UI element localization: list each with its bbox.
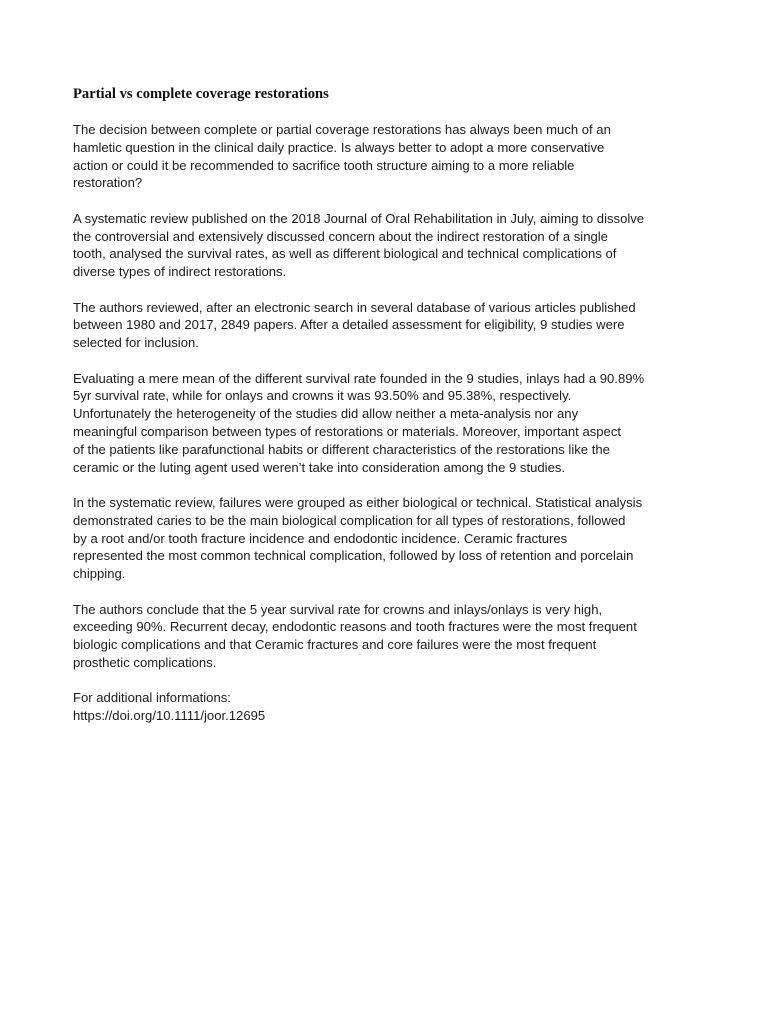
text-line: exceeding 90%. Recurrent decay, endodontic reasons and tooth fractures were the most frequent <box>73 619 637 635</box>
text-line: the controversial and extensively discussed concern about the indirect restoration of a single <box>73 228 608 244</box>
text-line: biologic complications and that Ceramic fractures and core failures were the most frequent <box>73 637 597 653</box>
text-line: A systematic review published on the 2018 Journal of Oral Rehabilitation in July, aiming to dissolve <box>73 210 645 226</box>
additional-info-label: For additional informations: <box>73 690 231 706</box>
text-line: by a root and/or tooth fracture incidence and endodontic incidence. Ceramic fractures <box>73 530 568 546</box>
text-line: represented the most common technical complication, followed by loss of retention and porcelain <box>73 548 634 564</box>
document-title: Partial vs complete coverage restorations <box>73 86 329 102</box>
paragraph-methods <box>73 299 698 352</box>
additional-info <box>73 689 698 725</box>
text-line: In the systematic review, failures were grouped as either biological or technical. Statistical analysis <box>73 494 643 510</box>
paragraph-results <box>73 370 698 477</box>
text-line: meaningful comparison between types of restorations or materials. Moreover, important aspect <box>73 423 622 439</box>
text-line: The decision between complete or partial coverage restorations has always been much of an <box>73 122 611 137</box>
text-line: ceramic or the luting agent used weren’t take into consideration among the 9 studies. <box>73 459 566 475</box>
text-line: The authors conclude that the 5 year survival rate for crowns and inlays/onlays is very high, <box>73 601 603 617</box>
paragraph-complications <box>73 494 698 583</box>
text-line: tooth, analysed the survival rates, as well as different biological and technical complications of <box>73 246 617 262</box>
text-line: between 1980 and 2017, 2849 papers. After a detailed assessment for eligibility, 9 studies were <box>73 317 625 333</box>
text-line: demonstrated caries to be the main biological complication for all types of restorations, followed <box>73 512 626 528</box>
paragraph-review-summary <box>73 210 698 281</box>
text-line: Evaluating a mere mean of the different survival rate founded in the 9 studies, inlays had a 90.89% <box>73 370 645 386</box>
paragraph-intro <box>73 121 698 192</box>
text-line: 5yr survival rate, while for onlays and crowns it was 93.50% and 95.38%, respectively. <box>73 388 572 404</box>
text-line: diverse types of indirect restorations. <box>73 264 287 280</box>
doi-link[interactable]: https://doi.org/10.1111/joor.12695 <box>73 708 266 724</box>
text-line: chipping. <box>73 566 126 582</box>
text-line: prosthetic complications. <box>73 654 217 670</box>
text-line: restoration? <box>73 175 143 191</box>
paragraph-conclusion <box>73 601 698 672</box>
text-line: of the patients like parafunctional habits or different characteristics of the restorations like the <box>73 441 610 457</box>
text-line: selected for inclusion. <box>73 335 199 351</box>
text-line: Unfortunately the heterogeneity of the studies did allow neither a meta-analysis nor any <box>73 406 579 422</box>
text-line: action or could it be recommended to sacrifice tooth structure aiming to a more reliable <box>73 157 575 173</box>
document-page <box>73 84 698 725</box>
text-line: The authors reviewed, after an electronic search in several database of various articles published <box>73 299 636 315</box>
text-line: hamletic question in the clinical daily practice. Is always better to adopt a more conservative <box>73 139 605 155</box>
